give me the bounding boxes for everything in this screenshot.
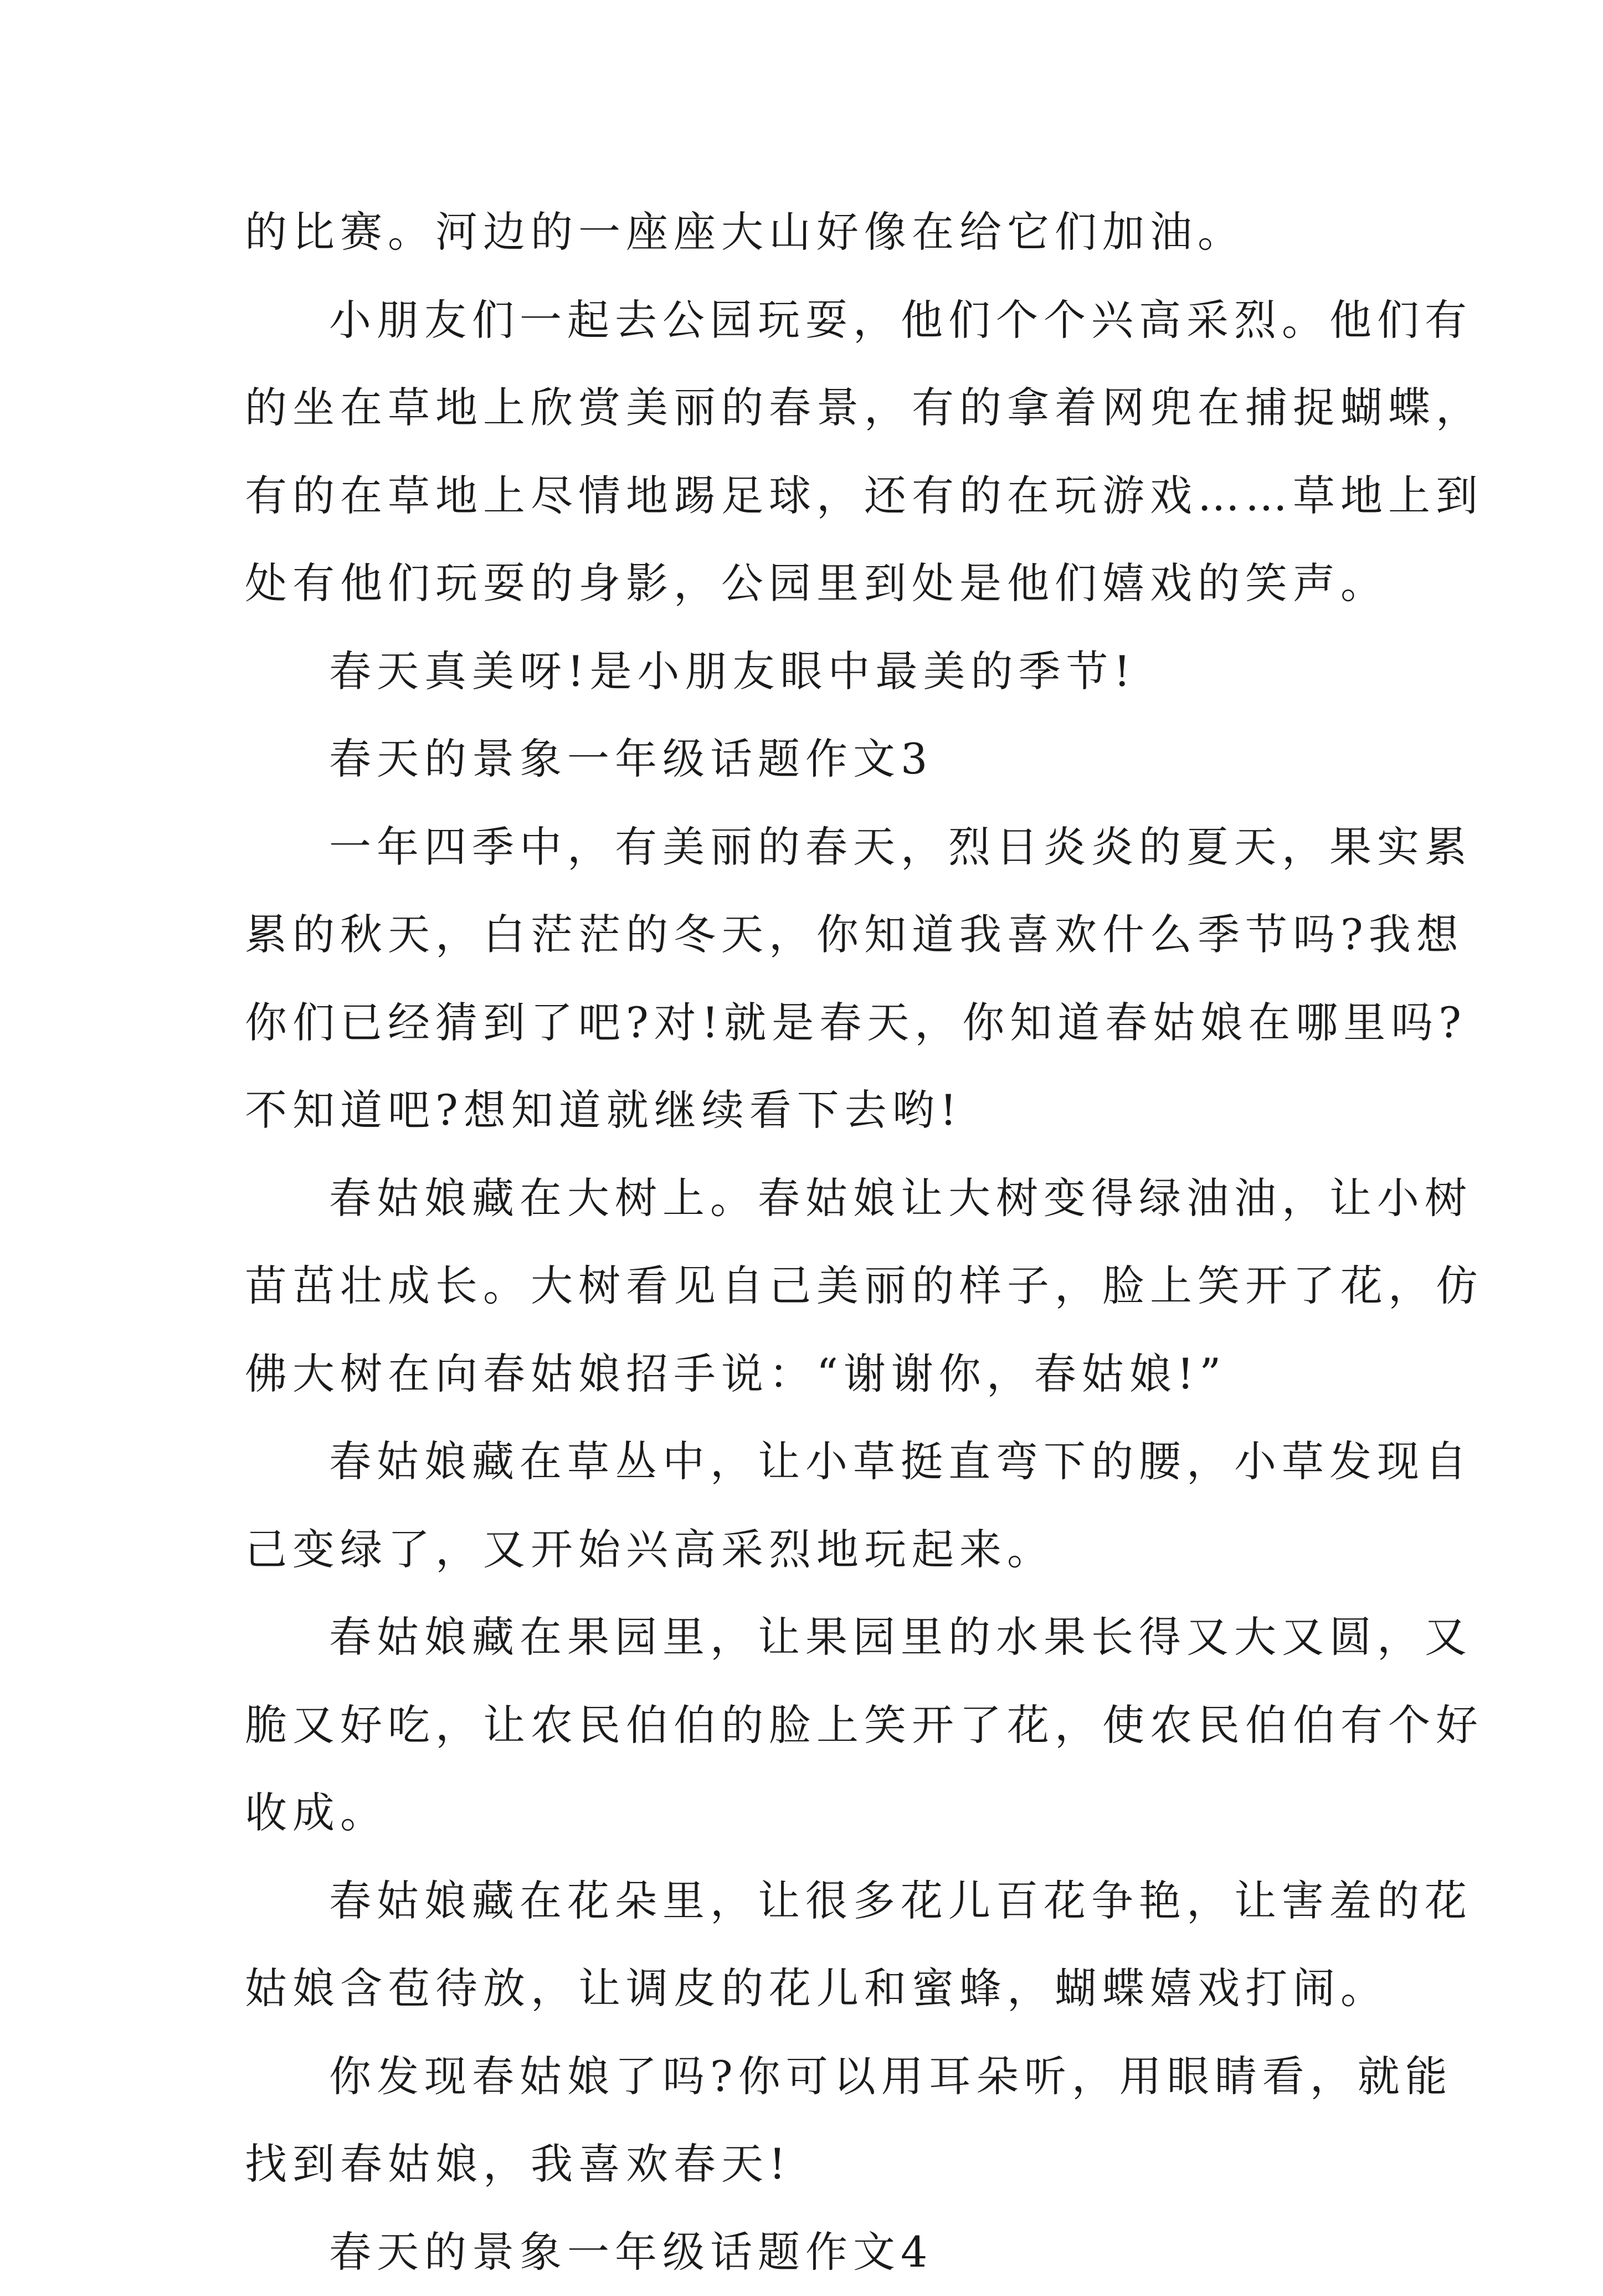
text-line: 春姑娘藏在花朵里，让很多花儿百花争艳，让害羞的花 [245, 1857, 1375, 1945]
text-line: 小朋友们一起去公园玩耍，他们个个兴高采烈。他们有 [245, 276, 1375, 365]
text-line: 己变绿了，又开始兴高采烈地玩起来。 [245, 1506, 1375, 1594]
text-line: 脆又好吃，让农民伯伯的脸上笑开了花，使农民伯伯有个好 [245, 1682, 1375, 1770]
text-line: 你们已经猜到了吧?对!就是春天，你知道春姑娘在哪里吗? [245, 979, 1375, 1067]
document-body [245, 188, 1375, 2296]
text-line: 春姑娘藏在大树上。春姑娘让大树变得绿油油，让小树 [245, 1155, 1375, 1243]
text-line: 不知道吧?想知道就继续看下去哟! [245, 1067, 1375, 1155]
text-line: 的坐在草地上欣赏美丽的春景，有的拿着网兜在捕捉蝴蝶， [245, 364, 1375, 452]
text-line: 苗茁壮成长。大树看见自己美丽的样子，脸上笑开了花，仿 [245, 1242, 1375, 1330]
text-line: 你发现春姑娘了吗?你可以用耳朵听，用眼睛看，就能 [245, 2033, 1375, 2121]
text-line: 收成。 [245, 1769, 1375, 1857]
text-line: 有的在草地上尽情地踢足球，还有的在玩游戏……草地上到 [245, 452, 1375, 540]
text-line: 一年四季中，有美丽的春天，烈日炎炎的夏天，果实累 [245, 803, 1375, 891]
text-line: 找到春姑娘，我喜欢春天! [245, 2120, 1375, 2208]
text-line: 累的秋天，白茫茫的冬天，你知道我喜欢什么季节吗?我想 [245, 891, 1375, 979]
text-line: 春姑娘藏在草丛中，让小草挺直弯下的腰，小草发现自 [245, 1418, 1375, 1506]
text-line: 处有他们玩耍的身影，公园里到处是他们嬉戏的笑声。 [245, 540, 1375, 628]
section-heading: 春天的景象一年级话题作文4 [245, 2208, 1375, 2296]
text-line: 春天真美呀!是小朋友眼中最美的季节! [245, 628, 1375, 716]
section-heading: 春天的景象一年级话题作文3 [245, 715, 1375, 803]
text-line: 佛大树在向春姑娘招手说：“谢谢你，春姑娘!” [245, 1330, 1375, 1418]
text-line: 春姑娘藏在果园里，让果园里的水果长得又大又圆，又 [245, 1593, 1375, 1682]
text-line: 姑娘含苞待放，让调皮的花儿和蜜蜂，蝴蝶嬉戏打闹。 [245, 1945, 1375, 2033]
text-line: 的比赛。河边的一座座大山好像在给它们加油。 [245, 188, 1375, 276]
